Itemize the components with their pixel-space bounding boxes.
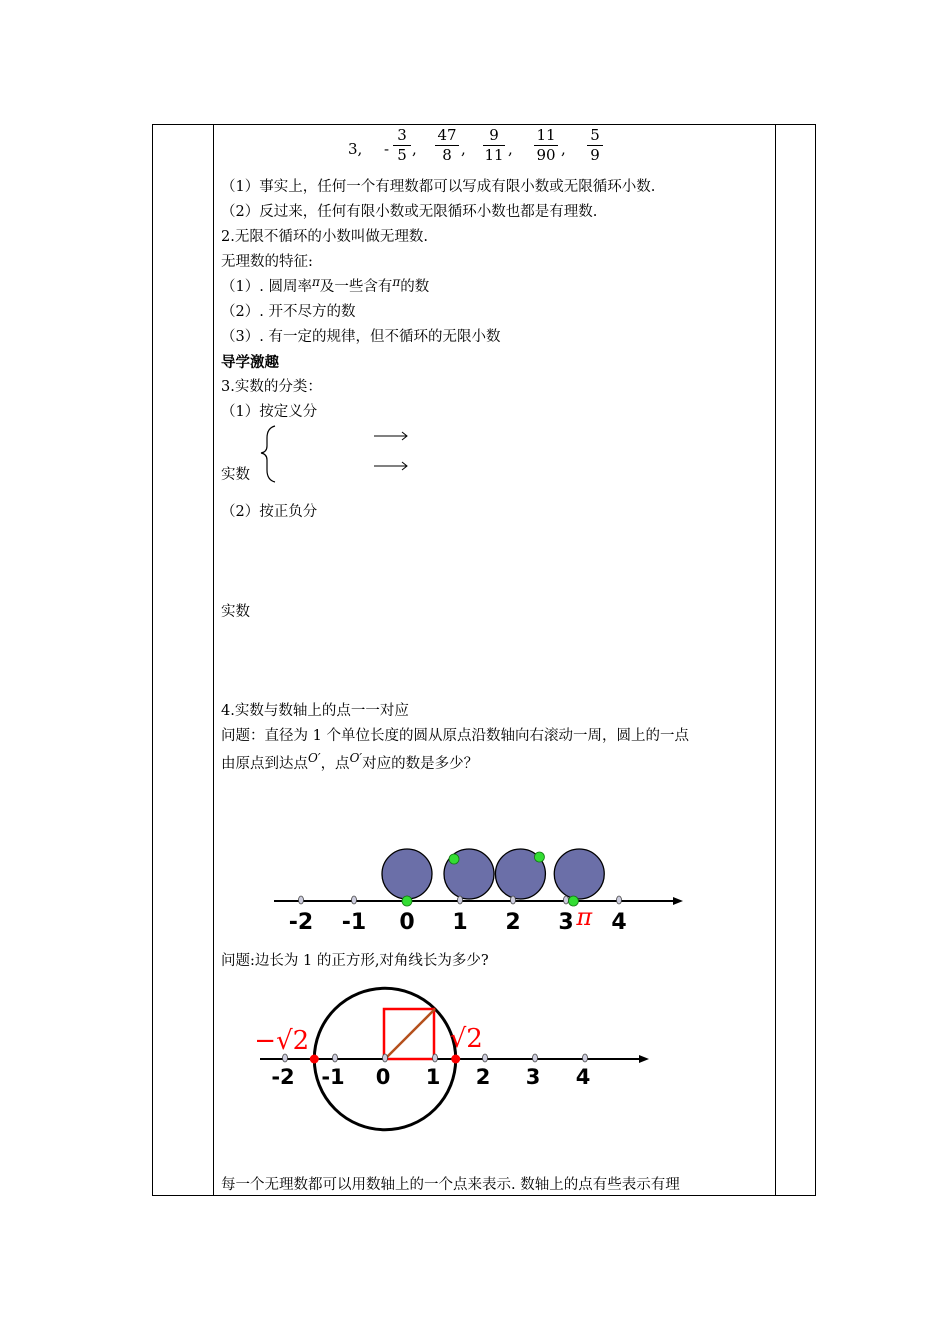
classification-brace — [259, 424, 419, 484]
text-line: 无理数的特征: — [221, 254, 313, 270]
tick-label: 0 — [375, 1065, 391, 1089]
fraction-minus: - — [384, 140, 390, 158]
fraction: $\frac{5}{9}$ — [587, 126, 603, 165]
text-line: 4.实数与数轴上的点一一对应 — [221, 703, 409, 719]
text-line: 3.实数的分类： — [221, 379, 322, 395]
fraction: $\frac{11}{90}$ — [534, 126, 558, 165]
tick-label: -2 — [288, 910, 314, 935]
text-line: 2.无限不循环的小数叫做无理数. — [221, 229, 428, 245]
axis-arrow — [673, 897, 683, 905]
text-line: 问题：直径为 1 个单位长度的圆从原点沿数轴向右滚动一周，圆上的一点 — [221, 728, 689, 744]
axis-tick — [299, 896, 304, 904]
column-divider-right — [775, 125, 776, 1195]
tick-label: 4 — [575, 1065, 591, 1089]
axis-tick — [511, 896, 516, 904]
neg-root2-label: −√2 — [254, 1026, 310, 1056]
tick-label: 1 — [452, 910, 468, 935]
axis-tick — [458, 896, 463, 904]
text-line: （2）. 开不尽方的数 — [221, 304, 356, 320]
fraction-comma: , — [508, 140, 513, 158]
text-line: 实数 — [221, 604, 250, 620]
text-line: 每一个无理数都可以用数轴上的一个点来表示. 数轴上的点有些表示有理 — [221, 1177, 680, 1193]
content-cell — [221, 124, 773, 1196]
square-diagonal — [385, 1009, 435, 1059]
fraction-comma: , — [561, 140, 566, 158]
tick-label: 1 — [425, 1065, 441, 1089]
text-line: 实数 — [221, 467, 250, 483]
tick-label: 3 — [558, 910, 574, 935]
axis-tick — [533, 1054, 538, 1062]
square-diagonal-figure — [255, 992, 685, 1162]
tick-label: 3 — [525, 1065, 541, 1089]
rolling-circle — [554, 849, 604, 899]
highlight-point — [449, 854, 459, 864]
axis-tick — [617, 896, 622, 904]
rolling-circle-figure — [269, 816, 689, 935]
column-divider-left — [213, 125, 214, 1195]
fraction-comma: , — [412, 140, 417, 158]
axis-tick — [352, 896, 357, 904]
tick-label: 2 — [475, 1065, 491, 1089]
fraction: $\frac{47}{8}$ — [435, 126, 459, 165]
highlight-point — [534, 852, 544, 862]
fraction: $\frac{3}{5}$ — [393, 126, 411, 165]
tick-label: -1 — [321, 1065, 345, 1089]
axis-tick — [564, 896, 569, 904]
pos-root2-label: √2 — [449, 1024, 483, 1054]
rolling-circle — [382, 849, 432, 899]
tick-label: -2 — [271, 1065, 295, 1089]
text-line: 由原点到达点$^{O'}$，点$^{O'}$对应的数是多少？ — [221, 751, 479, 772]
tick-label: 0 — [399, 910, 415, 935]
text-line: 问题:边长为 1 的正方形,对角线长为多少? — [221, 953, 489, 969]
text-line: （1）事实上，任何一个有理数都可以写成有限小数或无限循环小数. — [221, 179, 656, 195]
axis-tick — [333, 1054, 338, 1062]
section-heading: 导学激趣 — [221, 355, 279, 371]
fraction: $\frac{9}{11}$ — [484, 126, 504, 164]
text-line: （1）按定义分 — [221, 404, 318, 420]
tick-label: 2 — [505, 910, 521, 935]
fraction-comma: , — [461, 140, 466, 158]
text-line: （2）按正负分 — [221, 504, 318, 520]
axis-arrow — [639, 1055, 649, 1063]
text-line: （2）反过来，任何有限小数或无限循环小数也都是有理数. — [221, 204, 598, 220]
text-line: （3）. 有一定的规律，但不循环的无限小数 — [221, 329, 501, 345]
fraction-integer: 3, — [348, 140, 363, 158]
tick-label: -1 — [341, 910, 367, 935]
axis-tick — [433, 1054, 438, 1062]
pi-label: π — [576, 903, 593, 931]
axis-tick — [483, 1054, 488, 1062]
axis-tick — [583, 1054, 588, 1062]
neg-root2-point — [310, 1055, 319, 1064]
highlight-point — [402, 896, 412, 906]
axis-tick — [383, 1054, 388, 1062]
tick-label: 4 — [611, 910, 627, 935]
pos-root2-point — [451, 1055, 460, 1064]
text-line: （1）. 圆周率$^\pi$及一些含有$^\pi$的数 — [221, 275, 430, 295]
